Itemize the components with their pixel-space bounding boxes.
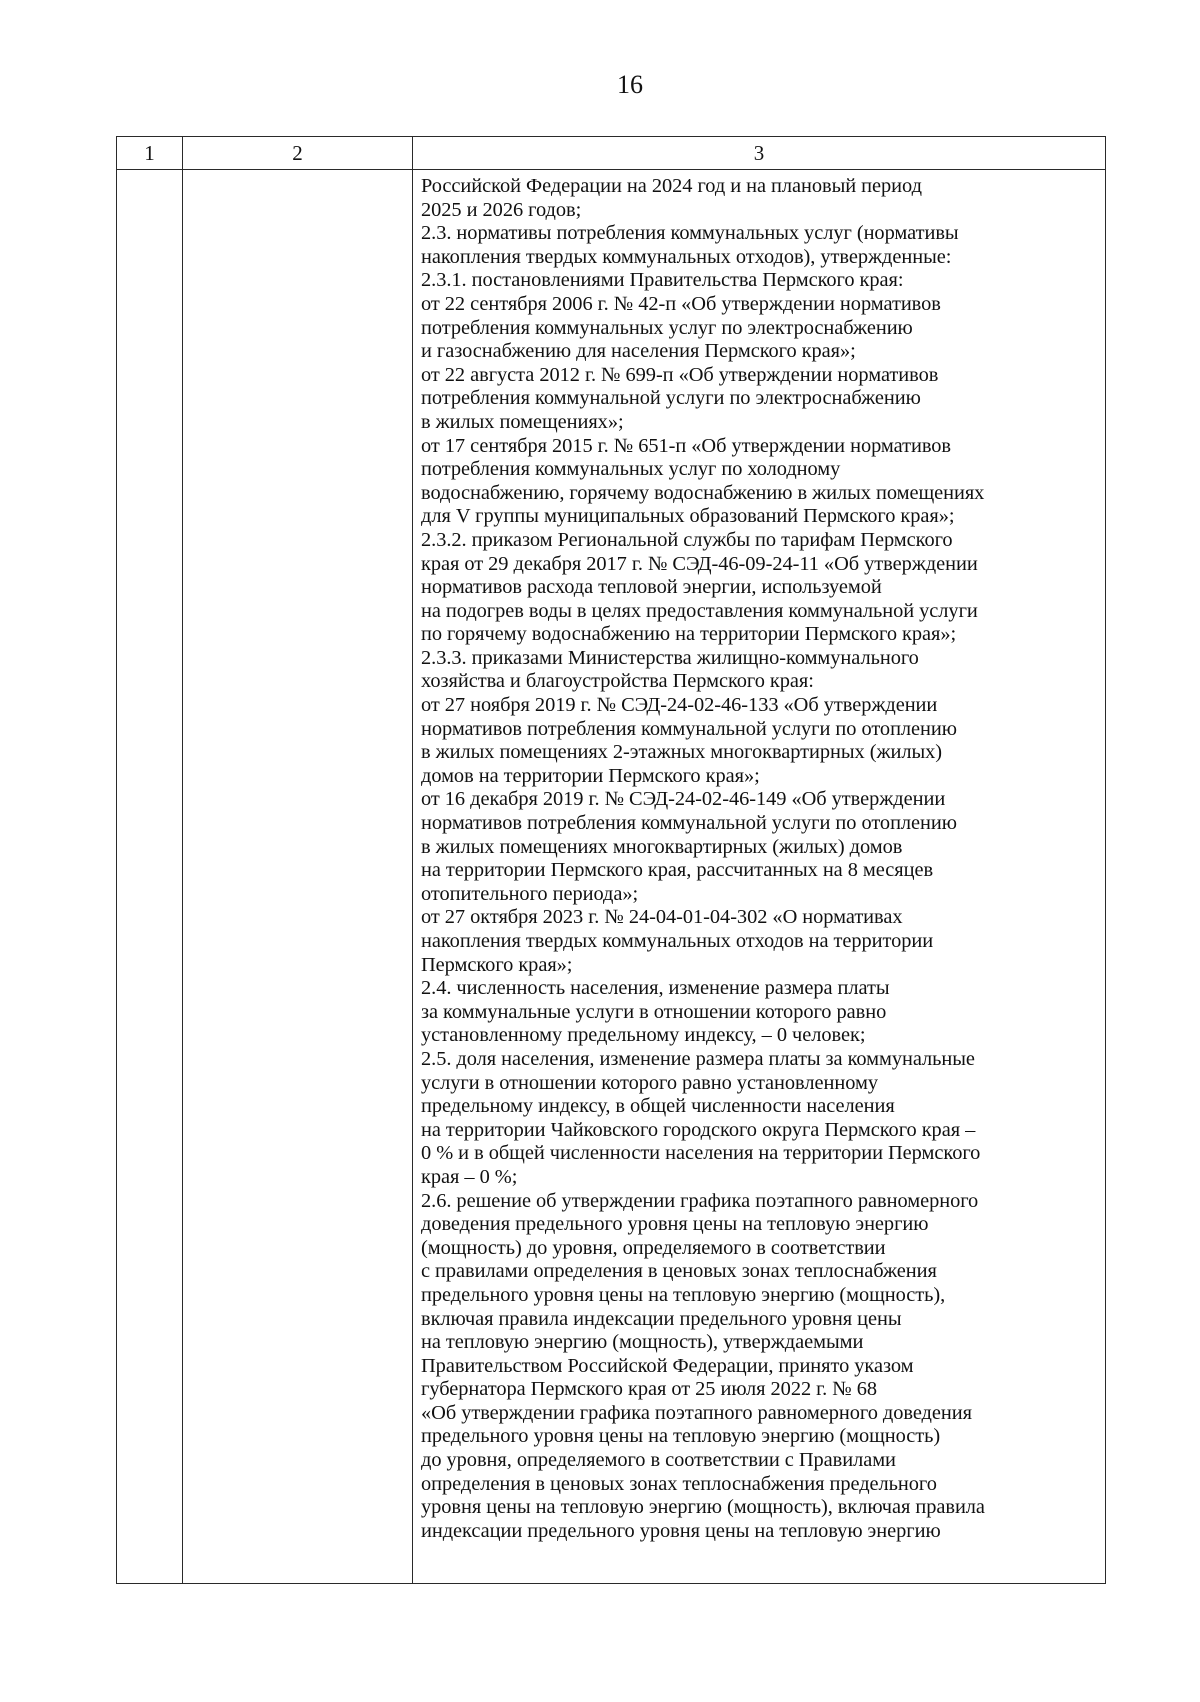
text-line: от 27 октября 2023 г. № 24-04-01-04-302 «О нормативах bbox=[421, 906, 903, 929]
text-line: Правительством Российской Федерации, принято указом bbox=[421, 1354, 914, 1377]
text-line: от 27 ноября 2019 г. № СЭД-24-02-46-133 «Об утверждении bbox=[421, 694, 938, 717]
cell-column-2 bbox=[183, 170, 413, 1584]
text-line: «Об утверждении графика поэтапного равномерного доведения bbox=[421, 1401, 972, 1424]
text-line: включая правила индексации предельного уровня цены bbox=[421, 1307, 902, 1330]
text-line: доведения предельного уровня цены на тепловую энергию bbox=[421, 1213, 929, 1236]
text-line: и газоснабжению для населения Пермского края»; bbox=[421, 340, 856, 363]
text-line: до уровня, определяемого в соответствии с Правилами bbox=[421, 1449, 896, 1472]
text-line: на территории Чайковского городского округа Пермского края – bbox=[421, 1118, 976, 1141]
column-header-3: 3 bbox=[413, 137, 1106, 170]
text-line: Пермского края»; bbox=[421, 953, 573, 976]
text-line: края – 0 %; bbox=[421, 1165, 518, 1188]
cell-column-3 bbox=[413, 170, 1106, 1584]
cell-column-1 bbox=[117, 170, 183, 1584]
text-line: предельного уровня цены на тепловую энергию (мощность) bbox=[421, 1425, 941, 1448]
text-line: с правилами определения в ценовых зонах теплоснабжения bbox=[421, 1260, 937, 1283]
text-line: 2.3. нормативы потребления коммунальных услуг (нормативы bbox=[421, 222, 959, 245]
text-line: накопления твердых коммунальных отходов), утвержденные: bbox=[421, 245, 952, 268]
text-line: нормативов расхода тепловой энергии, используемой bbox=[421, 576, 882, 599]
text-line: за коммунальные услуги в отношении которого равно bbox=[421, 1000, 887, 1023]
text-line: 2025 и 2026 годов; bbox=[421, 198, 582, 221]
column-header-1: 1 bbox=[117, 137, 183, 170]
text-line: (мощность) до уровня, определяемого в соответствии bbox=[421, 1236, 886, 1259]
document-table bbox=[116, 136, 1106, 1584]
text-line: предельному индексу, в общей численности населения bbox=[421, 1095, 895, 1118]
text-line: от 22 сентября 2006 г. № 42-п «Об утверждении нормативов bbox=[421, 292, 941, 315]
text-line: потребления коммунальных услуг по электроснабжению bbox=[421, 316, 913, 339]
text-line: Российской Федерации на 2024 год и на плановый период bbox=[421, 175, 922, 197]
table-header-row bbox=[117, 137, 1106, 170]
text-line: 2.4. численность населения, изменение размера платы bbox=[421, 977, 890, 1000]
column-header-2: 2 bbox=[183, 137, 413, 170]
text-line: услуги в отношении которого равно установленному bbox=[421, 1071, 878, 1094]
text-line: губернатора Пермского края от 25 июля 2022 г. № 68 bbox=[421, 1378, 878, 1401]
text-line: водоснабжению, горячему водоснабжению в жилых помещениях bbox=[421, 481, 985, 504]
text-line: на территории Пермского края, рассчитанных на 8 месяцев bbox=[421, 859, 934, 882]
text-line: края от 29 декабря 2017 г. № СЭД-46-09-24-11 «Об утверждении bbox=[421, 552, 978, 575]
text-line: на тепловую энергию (мощность), утверждаемыми bbox=[421, 1331, 864, 1354]
text-line: для V группы муниципальных образований Пермского края»; bbox=[421, 505, 955, 528]
text-line: потребления коммунальной услуги по электроснабжению bbox=[421, 387, 921, 410]
text-line: накопления твердых коммунальных отходов на территории bbox=[421, 930, 934, 952]
text-line: на подогрев воды в целях предоставления коммунальной услуги bbox=[421, 599, 978, 622]
text-line: уровня цены на тепловую энергию (мощность), включая правила bbox=[421, 1496, 985, 1519]
text-line: от 16 декабря 2019 г. № СЭД-24-02-46-149 «Об утверждении bbox=[421, 788, 946, 811]
text-line: нормативов потребления коммунальной услуги по отоплению bbox=[421, 717, 957, 740]
text-line: нормативов потребления коммунальной услуги по отоплению bbox=[421, 812, 957, 835]
text-line: домов на территории Пермского края»; bbox=[421, 764, 760, 787]
text-line: установленному предельному индексу, – 0 человек; bbox=[421, 1024, 866, 1047]
text-line: 2.3.1. постановлениями Правительства Пермского края: bbox=[421, 269, 904, 292]
text-line: по горячему водоснабжению на территории Пермского края»; bbox=[421, 623, 957, 646]
text-line: от 22 августа 2012 г. № 699-п «Об утверждении нормативов bbox=[421, 363, 939, 386]
text-line: 2.6. решение об утверждении графика поэтапного равномерного bbox=[421, 1189, 979, 1212]
text-line: от 17 сентября 2015 г. № 651-п «Об утверждении нормативов bbox=[421, 434, 951, 457]
text-line: 2.5. доля населения, изменение размера платы за коммунальные bbox=[421, 1047, 975, 1070]
text-line: определения в ценовых зонах теплоснабжения предельного bbox=[421, 1472, 937, 1495]
text-line: потребления коммунальных услуг по холодному bbox=[421, 458, 841, 481]
text-line: индексации предельного уровня цены на тепловую энергию bbox=[421, 1519, 941, 1542]
text-line: в жилых помещениях 2-этажных многоквартирных (жилых) bbox=[421, 741, 943, 764]
page-number: 16 bbox=[617, 70, 643, 99]
text-line: хозяйства и благоустройства Пермского края: bbox=[421, 670, 814, 693]
text-line: 2.3.3. приказами Министерства жилищно-коммунального bbox=[421, 646, 919, 669]
text-line: 2.3.2. приказом Региональной службы по тарифам Пермского bbox=[421, 528, 953, 551]
cell-column-3-text bbox=[413, 170, 1105, 1543]
table-body-row bbox=[117, 170, 1106, 1584]
text-line: в жилых помещениях многоквартирных (жилых) домов bbox=[421, 835, 903, 858]
text-line: в жилых помещениях»; bbox=[421, 410, 624, 433]
text-line: отопительного периода»; bbox=[421, 882, 639, 905]
text-line: предельного уровня цены на тепловую энергию (мощность), bbox=[421, 1283, 946, 1306]
text-line: 0 % и в общей численности населения на территории Пермского bbox=[421, 1142, 981, 1165]
